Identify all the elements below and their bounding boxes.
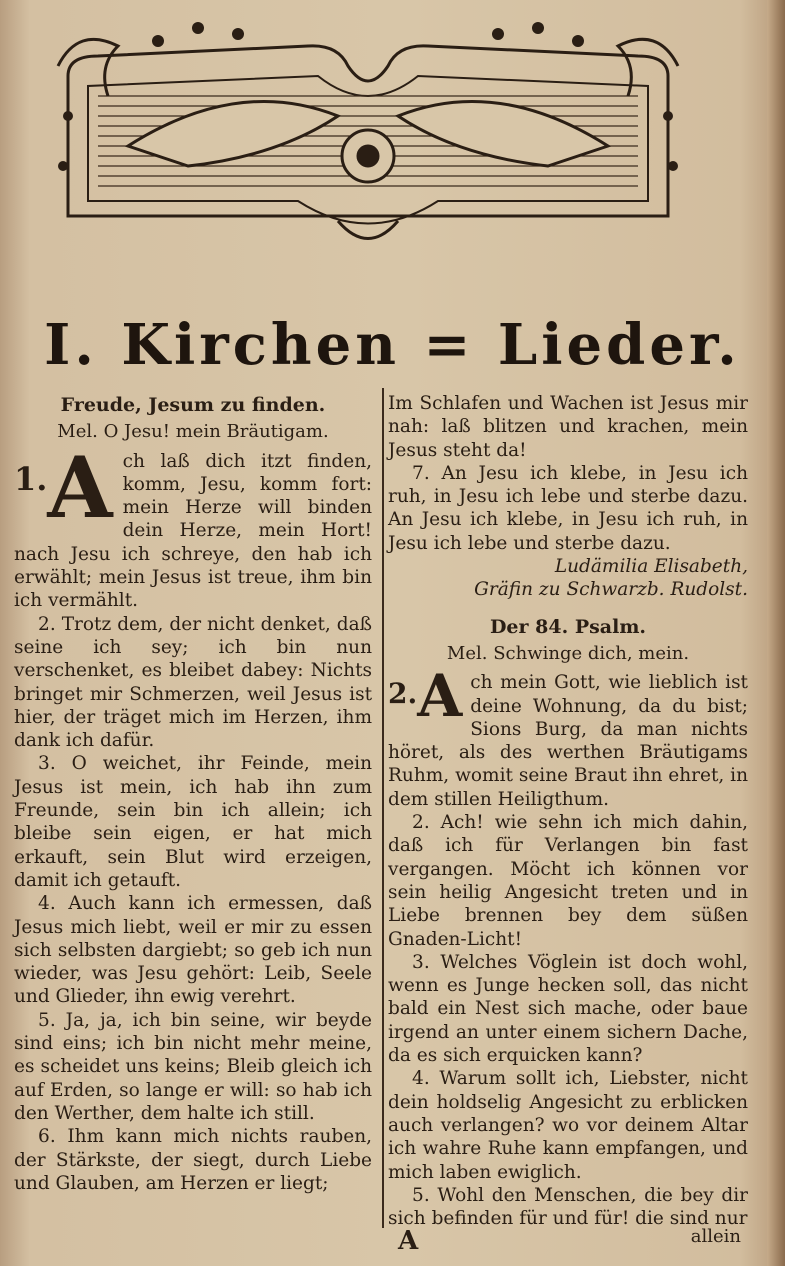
stanza-4: 4. Auch kann ich ermessen, daß Jesus mich liebt, weil er mir zu essen sich selbsten dargiebt; so geb ich nun wieder, was Jesu gehört: Leib, Seele und Glieder, ihn ewig verehrt. — [14, 893, 372, 1008]
melody-line-2: Mel. Schwinge dich, mein. — [446, 642, 690, 664]
stanza-6: 6. Ihm kann mich nichts rauben, der Stärkste, der siegt, durch Liebe und Glauben, am Herzen er liegt; — [14, 1126, 372, 1194]
page-title: I. Kirchen = Lieder. — [44, 312, 741, 378]
signature-mark: A — [398, 1226, 419, 1256]
page-edge — [767, 0, 785, 1266]
stanza-text: ch laß dich itzt finden, komm, Jesu, komm fort: mein Herze will binden dein Herze, mein Hort! nach Jesu ich schreye, den hab ich erwählt; mein Jesus ist treue, ihm bin ich vermählt. — [14, 450, 372, 612]
stanza-6-continued: Im Schlafen und Wachen ist Jesus mir nah: laß blitzen und krachen, mein Jesus steht da! — [388, 393, 748, 461]
psalm-stanza-2: 2. Ach! wie sehn ich mich dahin, daß ich für Verlangen bin fast vergangen. Möcht ich können vor sein heilig Angesicht treten und in Liebe brennen bey dem süßen Gnaden-Licht! — [388, 812, 748, 950]
psalm-stanza-5: 5. Wohl den Menschen, die bey dir sich befinden für und für! die sind nur — [388, 1184, 748, 1230]
stanza-5: 5. Ja, ja, ich bin seine, wir beyde sind eins; ich bin nicht mehr meine, es scheidet uns keins; Bleib gleich ich auf Erden, so lange er will: so hab ich den Werther, dem halte ich still. — [14, 1009, 372, 1124]
column-divider — [382, 388, 384, 1228]
ornament-headpiece — [38, 6, 698, 251]
psalm-stanza-4: 4. Warum sollt ich, Liebster, nicht dein holdselig Angesicht zu erblicken auch verlangen? wo vor deinem Altar ich wahre Ruhe kann empfangen, und mich laben ewiglich. — [388, 1068, 748, 1183]
drop-cap: A — [47, 437, 113, 537]
author-line-2: Gräfin zu Schwarzb. Rudolst. — [474, 579, 748, 601]
right-column — [388, 392, 748, 1230]
stanza-text: ch mein Gott, wie lieblich ist deine Wohnung, da du bist; Sions Burg, da man nichts höret, als des werthen Bräutigams Ruhm, womit seine Braut ihn ehret, in dem stillen Heiligthum. — [388, 672, 748, 810]
drop-cap: A — [417, 662, 463, 731]
psalm-heading: Der 84. Psalm. — [489, 615, 647, 638]
psalm-stanza-3: 3. Welches Vöglein ist doch wohl, wenn es Junge hecken soll, das nicht bald ein Nest sich mache, oder baue irgend an unter einem sichern Dache, da es sich erquicken kann? — [388, 951, 748, 1067]
stanza-number: 2. — [388, 677, 418, 711]
stanza-1 — [14, 437, 372, 613]
author-line-1: Ludämilia Elisabeth, — [554, 556, 748, 578]
psalm-stanza-1 — [388, 662, 748, 811]
melody-line: Mel. O Jesu! mein Bräutigam. — [57, 421, 329, 443]
stanza-3: 3. O weichet, ihr Feinde, mein Jesus ist mein, ich hab ihn zum Freunde, sein bin ich allein; ich bleibe sein eigen, er hat mich erkauft, sein Blut wird erzeigen, damit ich getauft. — [14, 753, 372, 891]
catchword: allein — [690, 1226, 741, 1247]
hymn-heading: Freude, Jesum zu finden. — [60, 394, 326, 416]
stanza-number: 1. — [14, 459, 48, 498]
left-column — [14, 392, 372, 1195]
stanza-2: 2. Trotz dem, der nicht denket, daß seine ich sey; ich bin nun verschenket, es bleibet dabey: Nichts bringet mir Schmerzen, weil Jesus ist hier, der träget mich im Herzen, ihm dank ich dafür. — [14, 613, 372, 752]
stanza-7: 7. An Jesu ich klebe, in Jesu ich ruh, in Jesu ich lebe und sterbe dazu. An Jesu ich klebe, in Jesu ich ruh, in Jesu ich lebe und sterbe dazu. — [388, 462, 748, 554]
